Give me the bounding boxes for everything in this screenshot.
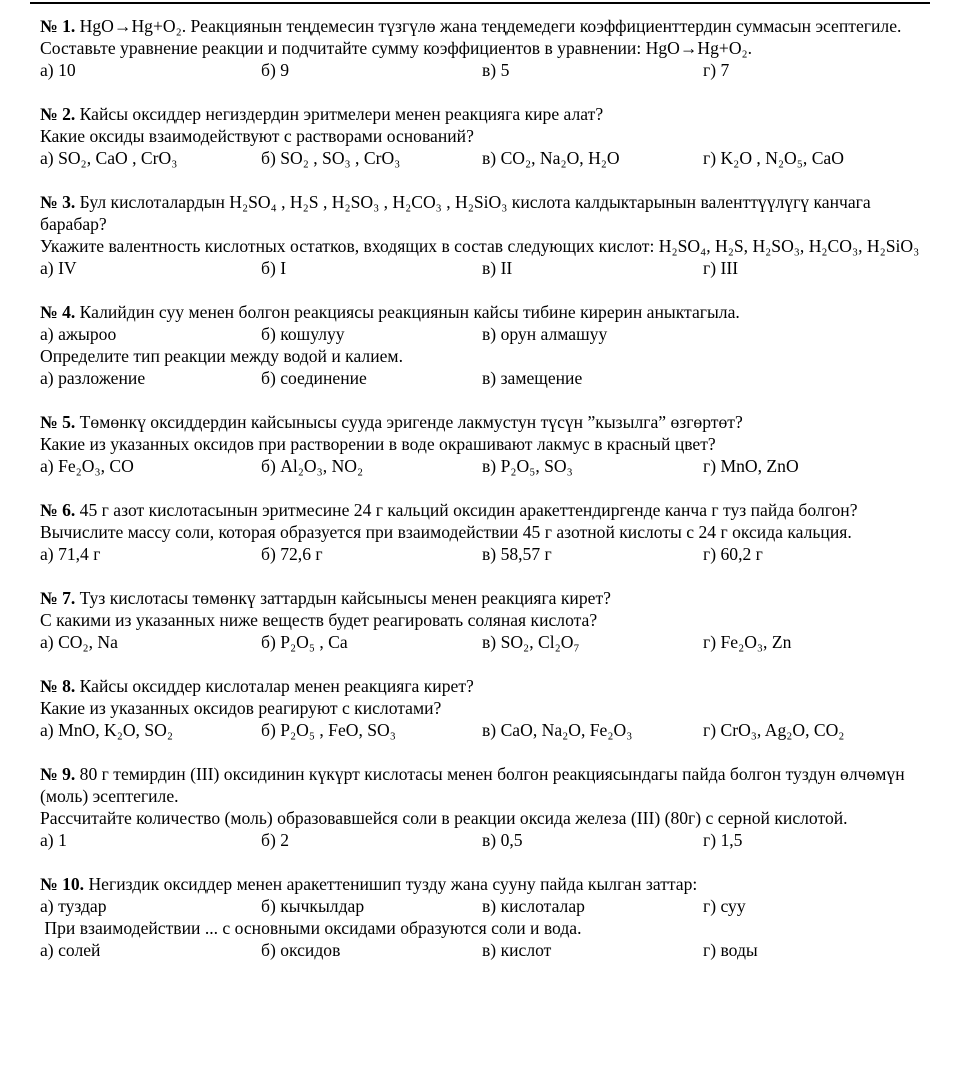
option-a[interactable]: а) MnO, K₂O, SO₂	[40, 720, 173, 740]
question-1	[40, 15, 940, 81]
question-number: № 2.	[40, 104, 76, 124]
question-2	[40, 103, 940, 169]
question-ky: Негиздик оксиддер менен аракеттенишип тузду жана сууну пайда кылган заттар:	[84, 874, 698, 894]
option-b[interactable]: б) 72,6 г	[261, 544, 323, 564]
question-6	[40, 499, 940, 565]
option-b[interactable]: б) P₂O₅ , Ca	[261, 632, 348, 652]
question-ru: Рассчитайте количество (моль) образовавшейся соли в реакции оксида железа (III) (80г) с серной кислотой.	[40, 808, 848, 828]
option-v-ky[interactable]: в) орун алмашуу	[482, 324, 608, 344]
answer-options	[40, 257, 940, 279]
question-ky: HgO→Hg+O₂. Реакциянын теңдемесин түзгүлө жана теңдемедеги коэффициенттердин суммасын эсептегиле.	[75, 16, 902, 36]
option-g[interactable]: г) Fe₂O₃, Zn	[703, 632, 792, 652]
option-v[interactable]: в) 0,5	[482, 830, 523, 850]
question-number: № 1.	[40, 16, 76, 36]
option-g[interactable]: г) 60,2 г	[703, 544, 763, 564]
option-b-ky[interactable]: б) кычкылдар	[261, 896, 365, 916]
option-b-ky[interactable]: б) кошулуу	[261, 324, 345, 344]
option-v-ky[interactable]: в) кислоталар	[482, 896, 585, 916]
question-ky: 45 г азот кислотасынын эритмесине 24 г кальций оксидин аракеттендиргенде канча г туз пайда болгон?	[75, 500, 858, 520]
option-b[interactable]: б) оксидов	[261, 940, 341, 960]
question-9	[40, 763, 940, 851]
option-g-ky[interactable]: г) суу	[703, 896, 746, 916]
question-ky-text	[40, 301, 940, 323]
option-g[interactable]: г) MnO, ZnO	[703, 456, 799, 476]
option-a[interactable]: а) 71,4 г	[40, 544, 101, 564]
answer-options	[40, 367, 940, 389]
option-b[interactable]: б) SO₂ , SO₃ , CrO₃	[261, 148, 401, 168]
question-number: № 7.	[40, 588, 76, 608]
answer-options	[40, 939, 940, 961]
option-g[interactable]: г) 7	[703, 60, 730, 80]
answer-options	[40, 59, 940, 81]
option-v[interactable]: в) SO₂, Cl₂O₇	[482, 632, 580, 652]
question-ru: Какие оксиды взаимодействуют с растворами оснований?	[40, 126, 474, 146]
option-v[interactable]: в) 5	[482, 60, 510, 80]
option-a[interactable]: а) CO₂, Na	[40, 632, 118, 652]
question-ky: Кайсы оксиддер кислоталар менен реакцияга кирет?	[75, 676, 474, 696]
answer-options-ky	[40, 323, 940, 345]
question-ru: Какие из указанных оксидов реагируют с кислотами?	[40, 698, 442, 718]
option-v[interactable]: в) замещение	[482, 368, 583, 388]
question-ky-text	[40, 191, 940, 235]
question-ky-text	[40, 411, 940, 433]
question-ky-text	[40, 499, 940, 521]
option-a-ky[interactable]: а) туздар	[40, 896, 107, 916]
question-ru: Какие из указанных оксидов при растворении в воде окрашивают лакмус в красный цвет?	[40, 434, 716, 454]
option-a[interactable]: а) разложение	[40, 368, 146, 388]
answer-options	[40, 719, 940, 741]
question-3	[40, 191, 940, 279]
question-number: № 6.	[40, 500, 76, 520]
question-ky-text	[40, 873, 940, 895]
answer-options-ky	[40, 895, 940, 917]
option-v[interactable]: в) кислот	[482, 940, 552, 960]
question-number: № 8.	[40, 676, 76, 696]
question-ru: Составьте уравнение реакции и подчитайте сумму коэффициентов в уравнении: HgO→Hg+O₂.	[40, 38, 753, 58]
answer-options	[40, 631, 940, 653]
quiz-document	[40, 15, 940, 983]
question-ky: Калийдин суу менен болгон реакциясы реакциянын кайсы тибине кирерин аныктагыла.	[75, 302, 740, 322]
question-ky: Төмөнкү оксиддердин кайсынысы сууда эригенде лакмустун түсүн ”кызылга” өзгөртөт?	[75, 412, 743, 432]
option-a[interactable]: а) SO₂, CaO , CrO₃	[40, 148, 178, 168]
option-b[interactable]: б) 2	[261, 830, 290, 850]
question-number: № 9.	[40, 764, 76, 784]
option-v[interactable]: в) 58,57 г	[482, 544, 552, 564]
top-rule	[30, 2, 930, 4]
answer-options	[40, 543, 940, 565]
option-g[interactable]: г) K₂O , N₂O₅, CaO	[703, 148, 844, 168]
option-a-ky[interactable]: а) ажыроо	[40, 324, 117, 344]
question-ky-text	[40, 763, 940, 807]
question-ky-text	[40, 103, 940, 125]
question-ru: Вычислите массу соли, которая образуется при взаимодействии 45 г азотной кислоты с 24 г оксида кальция.	[40, 522, 852, 542]
question-8	[40, 675, 940, 741]
answer-options	[40, 455, 940, 477]
option-v[interactable]: в) II	[482, 258, 513, 278]
answer-options	[40, 147, 940, 169]
option-g[interactable]: г) 1,5	[703, 830, 743, 850]
question-4	[40, 301, 940, 389]
question-number: № 4.	[40, 302, 76, 322]
option-v[interactable]: в) P₂O₅, SO₃	[482, 456, 573, 476]
option-a[interactable]: а) IV	[40, 258, 77, 278]
option-b[interactable]: б) Al₂O₃, NO₂	[261, 456, 364, 476]
option-v[interactable]: в) CO₂, Na₂O, H₂O	[482, 148, 620, 168]
option-v[interactable]: в) CaO, Na₂O, Fe₂O₃	[482, 720, 633, 740]
question-ky-text	[40, 587, 940, 609]
option-g[interactable]: г) воды	[703, 940, 758, 960]
question-ru: Определите тип реакции между водой и калием.	[40, 346, 403, 366]
question-ky: Кайсы оксиддер негиздердин эритмелери менен реакцияга кире алат?	[75, 104, 604, 124]
question-ky-text	[40, 15, 940, 37]
option-a[interactable]: а) солей	[40, 940, 101, 960]
question-ky: Бул кислоталардын H₂SO₄ , H₂S , H₂SO₃ , H₂CO₃ , H₂SiO₃ кислота калдыктарынын валенттүүлүгү канчага барабар?	[40, 192, 871, 234]
question-ru: Укажите валентность кислотных остатков, входящих в состав следующих кислот: H₂SO₄, H₂S, H₂SO₃, H₂CO₃, H₂SiO₃	[40, 236, 920, 256]
question-number: № 5.	[40, 412, 76, 432]
question-ru: С какими из указанных ниже веществ будет реагировать соляная кислота?	[40, 610, 598, 630]
question-10	[40, 873, 940, 961]
option-a[interactable]: а) 1	[40, 830, 67, 850]
question-7	[40, 587, 940, 653]
option-a[interactable]: а) 10	[40, 60, 76, 80]
answer-options	[40, 829, 940, 851]
option-b[interactable]: б) 9	[261, 60, 290, 80]
question-ky-text	[40, 675, 940, 697]
option-g[interactable]: г) III	[703, 258, 739, 278]
option-b[interactable]: б) I	[261, 258, 287, 278]
question-number: № 3.	[40, 192, 76, 212]
option-a[interactable]: а) Fe₂O₃, CO	[40, 456, 134, 476]
option-g[interactable]: г) CrO₃, Ag₂O, CO₂	[703, 720, 845, 740]
question-ky: Туз кислотасы төмөнкү заттардын кайсынысы менен реакцияга кирет?	[75, 588, 611, 608]
question-ru: При взаимодействии ... с основными оксидами образуются соли и вода.	[40, 918, 582, 938]
option-b[interactable]: б) соединение	[261, 368, 367, 388]
option-b[interactable]: б) P₂O₅ , FeO, SO₃	[261, 720, 396, 740]
question-ky: 80 г темирдин (III) оксидинин күкүрт кислотасы менен болгон реакциясындагы пайда болгон туздун өлчөмүн (моль) эсептегиле.	[40, 764, 905, 806]
question-5	[40, 411, 940, 477]
question-number: № 10.	[40, 874, 85, 894]
